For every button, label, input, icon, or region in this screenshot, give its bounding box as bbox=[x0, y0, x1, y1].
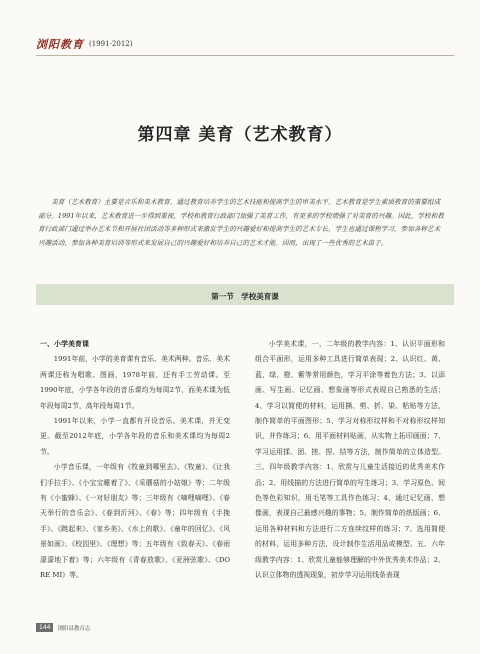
year-range: (1991-2012) bbox=[89, 40, 133, 48]
book-logo: 浏阳教育 bbox=[36, 38, 84, 51]
section-band bbox=[36, 284, 454, 305]
subsection-heading: 一、小学美育课 bbox=[40, 340, 89, 348]
paragraph: 1991年以来，小学一直都有开设音乐、美术课，并无变更。截至2012年底，小学各年段的音乐和美术课均为每周2节。 bbox=[40, 417, 230, 456]
paragraph: 1991年前，小学的美育课有音乐、美术两种。音乐、美术两课还称为唱歌、图画，1978年前，还有手工劳动课。至1990年底，小学各年段的音乐课均为每周2节，而美术课为低年段每周2节，高年段每周1节。 bbox=[40, 355, 230, 410]
chapter-title: 第四章 美育（艺术教育） bbox=[137, 125, 343, 145]
section-title: 第一节 学校美育课 bbox=[211, 292, 279, 301]
page-footer bbox=[36, 623, 90, 632]
page-number: 144 bbox=[36, 623, 53, 632]
header-rule bbox=[36, 55, 454, 56]
running-header bbox=[36, 36, 132, 52]
paragraph: 小学美术课，一、二年级的教学内容：1、认识平面形和组合平面形，运用多种工具进行简单表现；2、认识红、黄、蓝、绿、橙、紫等常用颜色，学习平涂等着色方法；3、以添画、写生画、记忆画、想象画等形式表现自己熟悉的生活；4、学习以简便的材料，运用撕、剪、折、染、粘贴等方法，制作简单的平面图形；5、学习对称形纹样和不对称形纹样知识，并作练习；6、用平面材料贴画，从实物上拓印画面；7、学习运用揉、团、搓、捏、结等方法，制作简单的立体造型。三、四年级教学内容：1、欣赏与儿童生活接近的优秀美术作品；2、用线描的方法进行简单的写生练习；3、学习原色、间色等色彩知识，用毛笔等工具作色练习；4、通过记忆画、想像画，表现自己最感兴趣的事物；5、制作简单的纸版画；6、运用各种材料和方法进行二方连续纹样的练习；7、选用简便的材料，运用多种方法，设计制作生活用品或模型。五、六年级教学内容：1、欣赏儿童能够理解的中外优秀美术作品；2、认识立体物的透视现象，初步学习运用线条表现 bbox=[255, 340, 445, 580]
paragraph: 小学音乐课，一年级有《牧童到哪里去》、《牧童》、《让我们手拉手》、《小宝宝睡着了》、《采蘑菇的小姑娘》等；二年级有《小蜜蜂》、《一对好朋友》等；三年级有《嘀哩嘀哩》、《春天举行的音乐会》、《春到沂河》、《春》等；四年级有《手挽手》、《跳起来》、《家乡美》、《水上的歌》、《童年的回忆》、《风景如画》、《校园里》、《理想》等；五年级有《致春天》、《春雨濛濛地下着》等；六年级有《青春放歌》、《亚洲弦歌》、《DO RE MI》等。 bbox=[40, 463, 230, 580]
chapter-intro: 美育（艺术教育）主要是音乐和美术教育。通过教育培养学生的艺术技能和提高学生的审美水平。艺术教育是学生素质教育的重要组成部分。1991年以来，艺术教育进一步得到重视，学校和教育行政部门加强了美育工作，有更多的学校增强了对美育的兴趣。因此，学校和教育行政部门通过举办艺术节和开展社团活动等多种形式来激发学生的兴趣爱好和提高学生的艺术专长，学生也通过课程学习，参加各种艺术兴趣活动，参加各种美育培训等形式来发展自己的兴趣爱好和培养自己的艺术才能。因而，出现了一些优秀的艺术苗子。 bbox=[38, 198, 444, 248]
footer-label: 浏阳县教育志 bbox=[57, 625, 91, 632]
right-column bbox=[255, 337, 445, 584]
left-column bbox=[40, 337, 230, 584]
